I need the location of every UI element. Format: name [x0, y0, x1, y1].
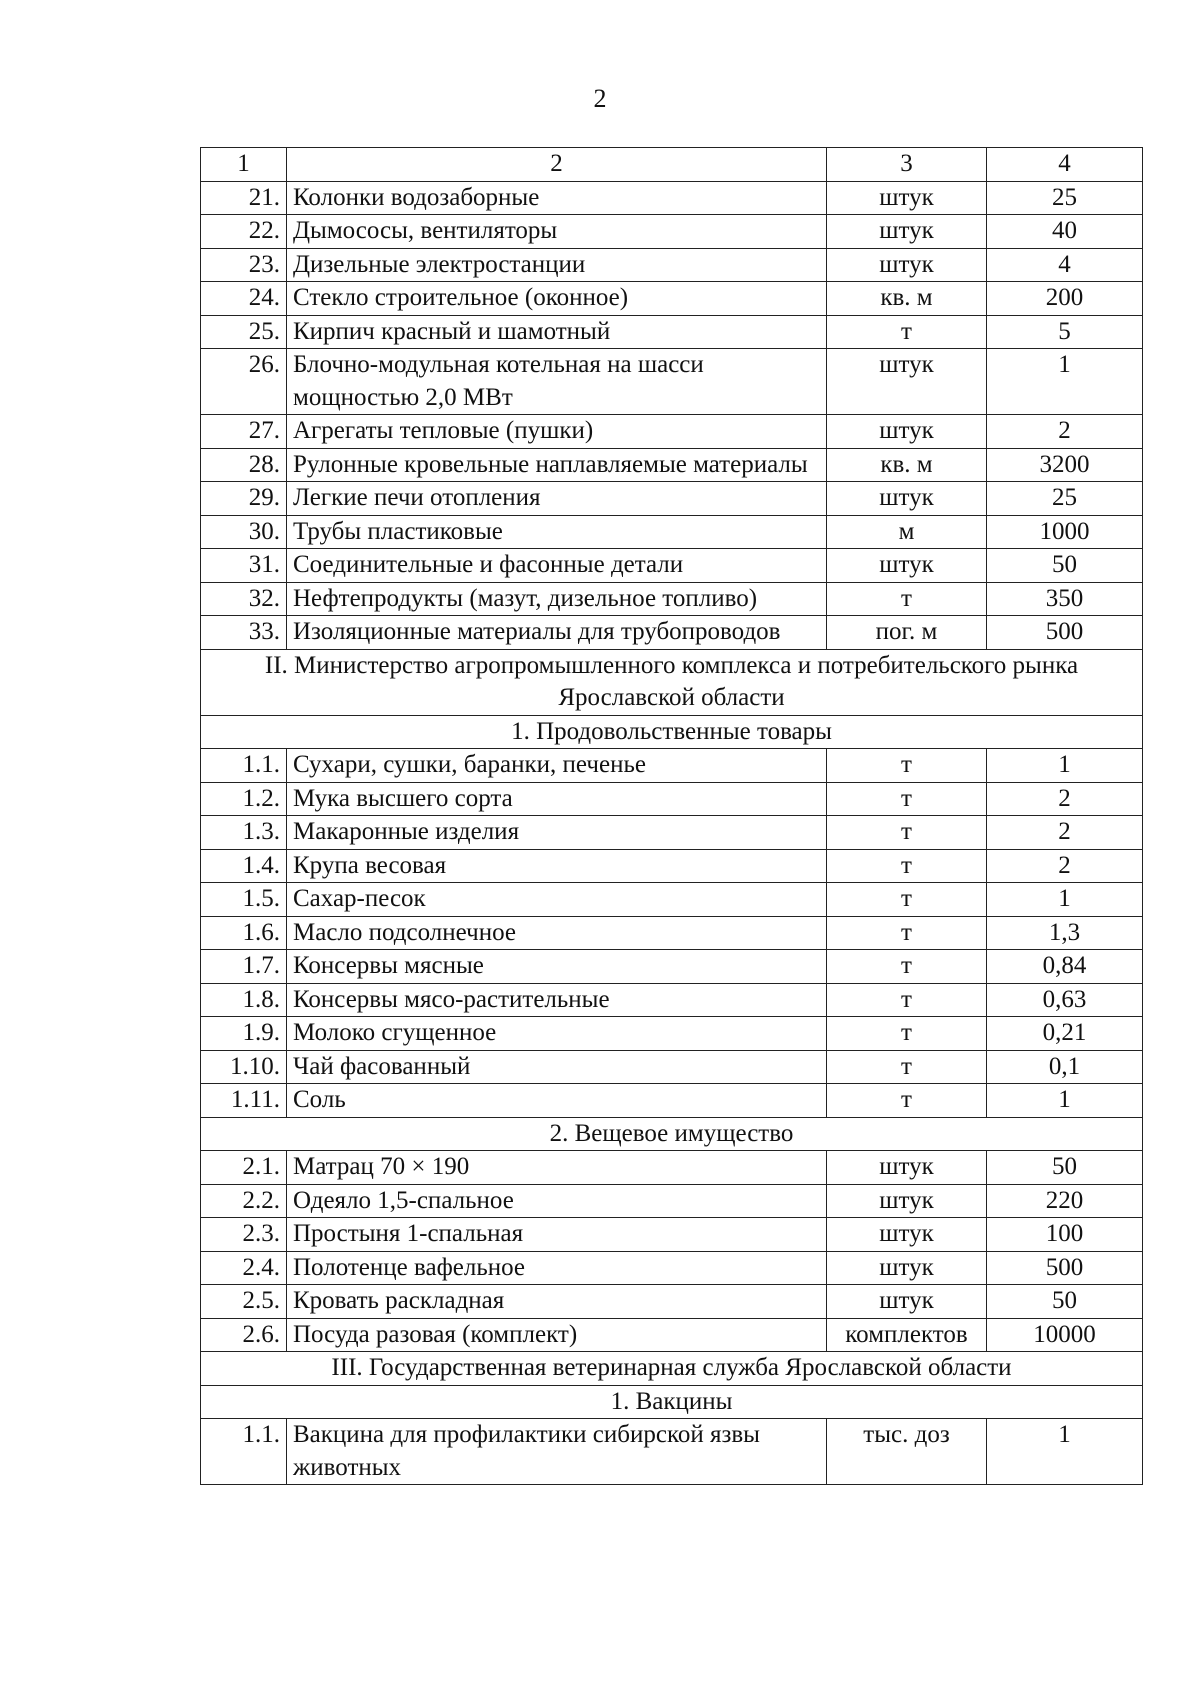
table-row [201, 549, 1143, 583]
row-unit: м [827, 515, 987, 549]
table-row [201, 883, 1143, 917]
table-row [201, 950, 1143, 984]
row-quantity: 2 [987, 415, 1143, 449]
row-quantity: 4 [987, 248, 1143, 282]
row-quantity: 1,3 [987, 916, 1143, 950]
row-name: Колонки водозаборные [287, 181, 827, 215]
row-unit: т [827, 816, 987, 850]
row-unit: т [827, 883, 987, 917]
row-name: Матрац 70 × 190 [287, 1151, 827, 1185]
row-number: 2.2. [201, 1184, 287, 1218]
row-quantity: 1 [987, 1084, 1143, 1118]
row-name: Крупа весовая [287, 849, 827, 883]
row-unit: штук [827, 549, 987, 583]
row-number: 1.9. [201, 1017, 287, 1051]
row-number: 1.3. [201, 816, 287, 850]
page-number: 2 [593, 84, 607, 113]
row-name: Соединительные и фасонные детали [287, 549, 827, 583]
row-number: 22. [201, 215, 287, 249]
table-row [201, 749, 1143, 783]
row-number: 21. [201, 181, 287, 215]
row-name: Кирпич красный и шамотный [287, 315, 827, 349]
table-row [201, 849, 1143, 883]
row-number: 2.5. [201, 1285, 287, 1319]
row-number: 1.1. [201, 749, 287, 783]
row-name: Консервы мясо-растительные [287, 983, 827, 1017]
row-name: Одеяло 1,5-спальное [287, 1184, 827, 1218]
row-quantity: 50 [987, 549, 1143, 583]
table-row [201, 415, 1143, 449]
header-cell-number: 1 [201, 148, 287, 182]
row-number: 23. [201, 248, 287, 282]
row-quantity: 25 [987, 181, 1143, 215]
row-quantity: 1 [987, 1419, 1143, 1485]
row-quantity: 3200 [987, 448, 1143, 482]
row-name: Мука высшего сорта [287, 782, 827, 816]
row-name: Изоляционные материалы для трубопроводов [287, 616, 827, 650]
row-quantity: 0,1 [987, 1050, 1143, 1084]
row-unit: т [827, 1050, 987, 1084]
row-quantity: 2 [987, 849, 1143, 883]
row-name: Кровать раскладная [287, 1285, 827, 1319]
row-unit: штук [827, 1218, 987, 1252]
row-number: 30. [201, 515, 287, 549]
subsection-heading-row [201, 715, 1143, 749]
row-number: 1.2. [201, 782, 287, 816]
row-unit: т [827, 983, 987, 1017]
subsection-heading: 1. Продовольственные товары [201, 715, 1143, 749]
table-row [201, 1151, 1143, 1185]
table-row [201, 816, 1143, 850]
row-number: 2.3. [201, 1218, 287, 1252]
table-row [201, 1050, 1143, 1084]
table-row [201, 181, 1143, 215]
table-row [201, 215, 1143, 249]
row-quantity: 100 [987, 1218, 1143, 1252]
row-name: Нефтепродукты (мазут, дизельное топливо) [287, 582, 827, 616]
row-name: Рулонные кровельные наплавляемые материалы [287, 448, 827, 482]
row-name: Дизельные электростанции [287, 248, 827, 282]
row-quantity: 0,84 [987, 950, 1143, 984]
header-cell-unit: 3 [827, 148, 987, 182]
row-unit: т [827, 749, 987, 783]
subsection-heading: 1. Вакцины [201, 1385, 1143, 1419]
table-row [201, 616, 1143, 650]
row-unit: штук [827, 1151, 987, 1185]
row-quantity: 50 [987, 1285, 1143, 1319]
row-quantity: 5 [987, 315, 1143, 349]
row-number: 1.6. [201, 916, 287, 950]
section-heading: II. Министерство агропромышленного комплекса и потребительского рынка Ярославской области [201, 649, 1143, 715]
row-number: 26. [201, 349, 287, 415]
row-unit: т [827, 782, 987, 816]
row-name: Трубы пластиковые [287, 515, 827, 549]
row-number: 2.1. [201, 1151, 287, 1185]
table-row [201, 1184, 1143, 1218]
row-number: 2.4. [201, 1251, 287, 1285]
table-row [201, 582, 1143, 616]
row-name: Легкие печи отопления [287, 482, 827, 516]
row-name: Сахар-песок [287, 883, 827, 917]
row-unit: т [827, 315, 987, 349]
row-number: 1.10. [201, 1050, 287, 1084]
row-unit: штук [827, 248, 987, 282]
row-unit: штук [827, 181, 987, 215]
row-quantity: 50 [987, 1151, 1143, 1185]
table-row [201, 983, 1143, 1017]
row-unit: т [827, 950, 987, 984]
row-name: Агрегаты тепловые (пушки) [287, 415, 827, 449]
row-quantity: 25 [987, 482, 1143, 516]
row-quantity: 200 [987, 282, 1143, 316]
row-unit: штук [827, 415, 987, 449]
table-row [201, 1285, 1143, 1319]
header-cell-name: 2 [287, 148, 827, 182]
row-quantity: 2 [987, 782, 1143, 816]
row-name: Посуда разовая (комплект) [287, 1318, 827, 1352]
row-unit: т [827, 849, 987, 883]
table-row [201, 1084, 1143, 1118]
header-cell-quantity: 4 [987, 148, 1143, 182]
row-number: 25. [201, 315, 287, 349]
row-unit: т [827, 1084, 987, 1118]
row-unit: кв. м [827, 448, 987, 482]
table-row [201, 1017, 1143, 1051]
row-number: 29. [201, 482, 287, 516]
row-unit: т [827, 1017, 987, 1051]
subsection-heading-row [201, 1385, 1143, 1419]
row-number: 1.5. [201, 883, 287, 917]
row-number: 1.1. [201, 1419, 287, 1485]
row-unit: штук [827, 1285, 987, 1319]
row-unit: штук [827, 1184, 987, 1218]
table-row [201, 1318, 1143, 1352]
resource-table [200, 147, 1143, 1485]
row-name: Дымососы, вентиляторы [287, 215, 827, 249]
row-quantity: 0,21 [987, 1017, 1143, 1051]
row-name: Вакцина для профилактики сибирской язвы животных [287, 1419, 827, 1485]
row-unit: комплектов [827, 1318, 987, 1352]
table-row [201, 1218, 1143, 1252]
table-row [201, 315, 1143, 349]
row-name: Молоко сгущенное [287, 1017, 827, 1051]
table-row [201, 1251, 1143, 1285]
row-quantity: 1 [987, 749, 1143, 783]
section-heading-row [201, 649, 1143, 715]
row-unit: пог. м [827, 616, 987, 650]
row-number: 1.11. [201, 1084, 287, 1118]
row-quantity: 10000 [987, 1318, 1143, 1352]
row-quantity: 1 [987, 883, 1143, 917]
row-number: 1.7. [201, 950, 287, 984]
row-quantity: 350 [987, 582, 1143, 616]
table-header-row [201, 148, 1143, 182]
row-name: Соль [287, 1084, 827, 1118]
row-number: 32. [201, 582, 287, 616]
row-number: 1.4. [201, 849, 287, 883]
row-quantity: 1000 [987, 515, 1143, 549]
row-name: Полотенце вафельное [287, 1251, 827, 1285]
row-name: Масло подсолнечное [287, 916, 827, 950]
row-name: Консервы мясные [287, 950, 827, 984]
row-number: 31. [201, 549, 287, 583]
row-name: Сухари, сушки, баранки, печенье [287, 749, 827, 783]
row-name: Блочно-модульная котельная на шасси мощностью 2,0 МВт [287, 349, 827, 415]
row-number: 28. [201, 448, 287, 482]
row-quantity: 40 [987, 215, 1143, 249]
row-unit: штук [827, 349, 987, 415]
row-quantity: 500 [987, 616, 1143, 650]
row-unit: тыс. доз [827, 1419, 987, 1485]
row-unit: т [827, 916, 987, 950]
table-row [201, 515, 1143, 549]
table-row [201, 448, 1143, 482]
table-row [201, 248, 1143, 282]
row-unit: кв. м [827, 282, 987, 316]
row-quantity: 1 [987, 349, 1143, 415]
row-number: 1.8. [201, 983, 287, 1017]
row-name: Макаронные изделия [287, 816, 827, 850]
row-number: 27. [201, 415, 287, 449]
subsection-heading-row [201, 1117, 1143, 1151]
row-name: Простыня 1-спальная [287, 1218, 827, 1252]
row-number: 24. [201, 282, 287, 316]
table-row [201, 349, 1143, 415]
row-unit: штук [827, 1251, 987, 1285]
subsection-heading: 2. Вещевое имущество [201, 1117, 1143, 1151]
row-quantity: 2 [987, 816, 1143, 850]
section-heading-row [201, 1352, 1143, 1386]
row-number: 2.6. [201, 1318, 287, 1352]
table-row [201, 782, 1143, 816]
row-quantity: 220 [987, 1184, 1143, 1218]
row-name: Стекло строительное (оконное) [287, 282, 827, 316]
row-unit: штук [827, 482, 987, 516]
row-quantity: 500 [987, 1251, 1143, 1285]
row-quantity: 0,63 [987, 983, 1143, 1017]
row-unit: штук [827, 215, 987, 249]
table-row [201, 1419, 1143, 1485]
row-unit: т [827, 582, 987, 616]
section-heading: III. Государственная ветеринарная служба Ярославской области [201, 1352, 1143, 1386]
table-row [201, 282, 1143, 316]
row-name: Чай фасованный [287, 1050, 827, 1084]
table-row [201, 916, 1143, 950]
table-row [201, 482, 1143, 516]
row-number: 33. [201, 616, 287, 650]
